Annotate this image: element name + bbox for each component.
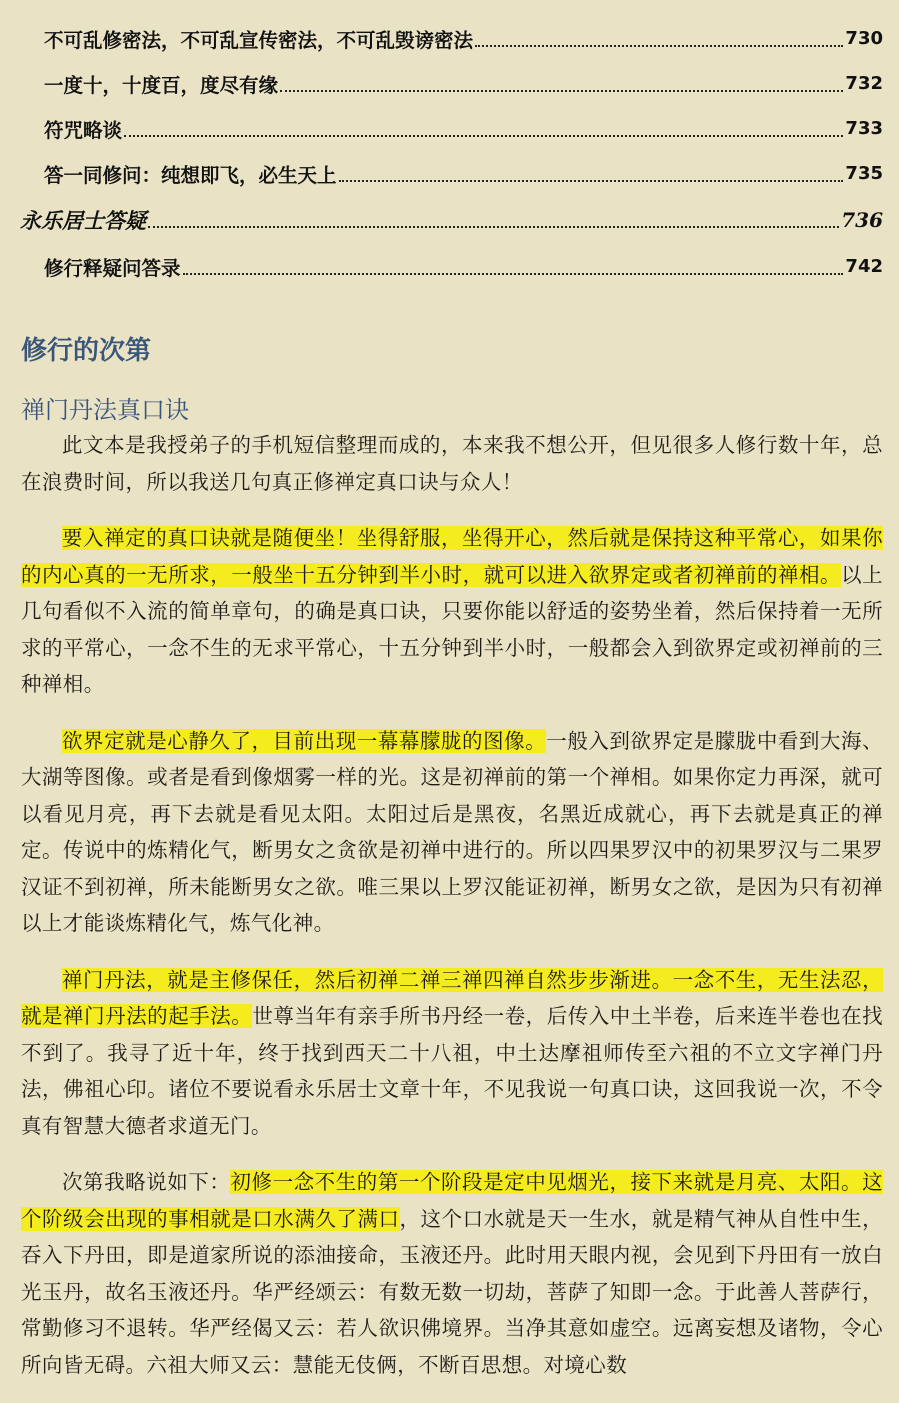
article-title: 禅门丹法真口诀 [21,396,189,424]
highlighted-text: 初修一念不生的第一个阶段是定中见烟光，接下来就是月亮、太阳。这个阶级会出现的事相就是口水满久了满口 [21,1170,884,1231]
text-segment: 以上几句看似不入流的简单章句，的确是真口诀，只要你能以舒适的姿势坐着，然后保持着一无所求的平常心，一念不生的无求平常心，十五分钟到半小时，一般都会入到欲界定或初禅前的三种禅相。 [21,562,883,696]
toc-entry[interactable] [0,61,899,106]
toc-entry-page: 736 [841,208,883,232]
paragraph [21,427,883,500]
toc-entry[interactable] [0,244,899,289]
toc-dot-leader [124,135,843,137]
toc-entry-page: 733 [845,118,883,139]
toc-entry-page: 742 [845,256,883,277]
highlighted-text: 要入禅定的真口诀就是随便坐！坐得舒服，坐得开心，然后就是保持这种平常心，如果你的内心真的一无所求，一般坐十五分钟到半小时，就可以进入欲界定或者初禅前的禅相。 [21,526,883,587]
toc-entry-title: 符咒略谈 [44,118,123,142]
toc-dot-leader [148,226,839,228]
text-segment: ，这个口水就是天一生水，就是精气神从自性中生，吞入下丹田，即是道家所说的添油接命，玉液还丹。此时用天眼内视，会见到下丹田有一放白光玉丹，故名玉液还丹。华严经颂云：有数无数一切劫，菩萨了知即一念。于此善人菩萨行，常勤修习不退转。华严经偈又云：若人欲识佛境界。当净其意如虚空。远离妄想及诸物，令心所向皆无碍。六祖大师又云：慧能无伎俩，不断百思想。对境心数 [21,1206,884,1377]
toc-dot-leader [339,180,844,182]
toc-entry-title: 永乐居士答疑 [20,208,146,233]
toc-entry[interactable] [0,16,899,61]
paragraph [21,723,883,942]
paragraph [21,520,883,703]
text-segment: 次第我略说如下： [62,1170,231,1194]
table-of-contents [0,16,899,289]
toc-entry-title: 答一同修问：纯想即飞，必生天上 [44,163,337,187]
toc-entry-page: 730 [845,28,883,49]
toc-entry-major[interactable] [0,196,899,244]
paragraph [21,962,883,1145]
toc-dot-leader [183,273,844,275]
toc-entry[interactable] [0,106,899,151]
highlighted-text: 禅门丹法，就是主修保任，然后初禅二禅三禅四禅自然步步渐进。一念不生，无生法忍，就是禅门丹法的起手法。 [21,967,883,1028]
toc-entry-title: 一度十，十度百，度尽有缘 [44,73,279,97]
paragraph [21,1164,883,1383]
section-heading: 修行的次第 [21,336,152,366]
text-segment: 世尊当年有亲手所书丹经一卷，后传入中土半卷，后来连半卷也在找不到了。我寻了近十年，终于找到西天二十八祖，中土达摩祖师传至六祖的不立文字禅门丹法，佛祖心印。诸位不要说看永乐居士文章十年，不见我说一句真口诀，这回我说一次，不令真有智慧大德者求道无门。 [21,1004,884,1138]
text-segment: 一般入到欲界定是朦胧中看到大海、大湖等图像。或者是看到像烟雾一样的光。这是初禅前的第一个禅相。如果你定力再深，就可以看见月亮，再下去就是看见太阳。太阳过后是黑夜，名黑近成就心，再下去就是真正的禅定。传说中的炼精化气，断男女之贪欲是初禅中进行的。所以四果罗汉中的初果罗汉与二果罗汉证不到初禅，所未能断男女之欲。唯三果以上罗汉能证初禅，断男女之欲，是因为只有初禅以上才能谈炼精化气，炼气化神。 [21,728,883,935]
toc-entry-page: 732 [845,73,883,94]
highlighted-text: 欲界定就是心静久了，目前出现一幕幕朦胧的图像。 [62,728,547,753]
toc-dot-leader [280,90,843,92]
text-segment: 此文本是我授弟子的手机短信整理而成的，本来我不想公开，但见很多人修行数十年，总在浪费时间，所以我送几句真正修禅定真口诀与众人！ [21,433,883,494]
toc-entry[interactable] [0,151,899,196]
toc-entry-title: 不可乱修密法，不可乱宣传密法，不可乱毁谤密法 [44,28,474,52]
toc-entry-page: 735 [845,163,883,184]
toc-entry-title: 修行释疑问答录 [44,256,181,280]
toc-dot-leader [475,45,843,47]
article-body [21,427,883,1403]
